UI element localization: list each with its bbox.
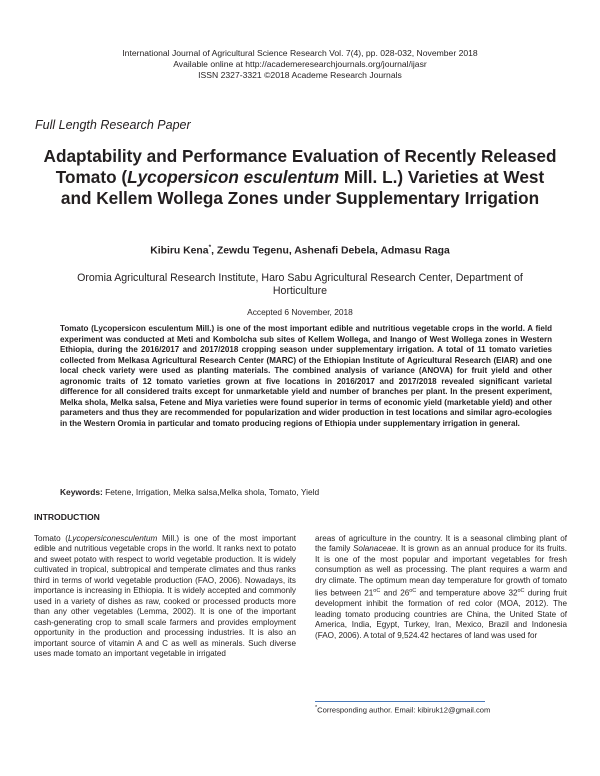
author-list <box>0 244 600 256</box>
journal-header <box>0 48 600 81</box>
intro-right-e: during fruit development inhibit the formation of red color (MOA, 2012). The leading tomato producing countries are China, the United State of America, India, Egypt, Turkey, Iran, Mexico, Brazil and Indonesia (FAO, 2006). A total of 9,524.42 hectares of land was used for <box>315 588 567 640</box>
accepted-date: Accepted 6 November, 2018 <box>247 307 353 317</box>
introduction-left-column <box>34 534 296 659</box>
affiliation: Oromia Agricultural Research Institute, Haro Sabu Agricultural Research Center, Department of Horticulture <box>77 272 523 297</box>
keywords-text: Fetene, Irrigation, Melka salsa,Melka shola, Tomato, Yield <box>102 487 320 497</box>
keywords <box>60 487 552 497</box>
footnote-text: Corresponding author. Email: kibiruk12@gmail.com <box>317 705 491 715</box>
corresponding-author-footnote <box>315 705 490 715</box>
journal-issn: ISSN 2327-3321 ©2018 Academe Research Journals <box>198 70 402 80</box>
intro-left-species: Lycopersiconesculentum <box>68 534 158 543</box>
co-authors: , Zewdu Tegenu, Ashenafi Debela, Admasu Raga <box>211 245 450 257</box>
footnote-divider <box>315 701 485 702</box>
corresponding-mark: * <box>208 244 212 251</box>
footnote-mark: * <box>315 705 318 711</box>
degree-sup-3: oC <box>517 588 525 595</box>
intro-right-family: Solanaceae <box>353 544 396 554</box>
degree-sup-1: oC <box>373 588 381 595</box>
title-species: Lycopersicon esculentum <box>127 167 340 187</box>
degree-sup-2: oC <box>409 588 417 595</box>
title-part-1: Adaptability and Performance Evaluation of Recently Released Tomato ( <box>43 146 557 187</box>
intro-right-a: areas of agriculture in the country. It is a seasonal climbing plant of the family <box>315 534 567 554</box>
journal-url: Available online at http://academeresearchjournals.org/journal/ijasr <box>173 59 427 69</box>
journal-citation: International Journal of Agricultural Science Research Vol. 7(4), pp. 028-032, November 2018 <box>122 48 478 58</box>
paper-type: Full Length Research Paper <box>35 118 191 132</box>
intro-left-a: Tomato ( <box>34 534 69 543</box>
intro-right-c: and 26 <box>380 588 410 598</box>
intro-right-d: and temperature above 32 <box>416 588 518 598</box>
keywords-label: Keywords: <box>60 487 103 497</box>
introduction-right-column <box>315 534 567 641</box>
paper-title <box>40 146 560 209</box>
abstract: Tomato (Lycopersicon esculentum Mill.) is one of the most important edible and nutritious vegetable crops in the world. A field experiment was conducted at Meti and Kombolcha sub sites of Kellem Wollega, and Inango of West Wollega zones in Western Ethiopia, during the 2016/2017 and 2017/2018 cropping season under supplementary irrigation. A total of 11 tomato varieties collected from Melkasa Agricultural Research Center (MARC) of the Ethiopian Institute of Agricultural Research (EIAR) and one local check variety were used as planting materials. The combined analysis of variance (ANOVA) for fruit yield and other agronomic traits of 12 tomato varieties grown at five locations in 2016/2017 and 2017/2018 revealed significant varietal difference for all considered traits except for unmarketable yield and number of branches per plant. In the present experiment, Melka shola, Melka salsa, Fetene and Miya varieties were found superior in terms of economic yield (marketable yield) and other parameters and thus they are recommended for popularization and wider production in test locations and similar agro-ecologies in the Western Oromia in particular and tomato producing regions of Ethiopia under supplementary irrigation in general. <box>60 324 552 428</box>
lead-author: Kibiru Kena <box>150 245 209 257</box>
intro-left-b: Mill.) is one of the most important edible and nutritious vegetable crops in the world. It ranks next to potato and sweet potato with respect to world vegetable production. It is widely cultivated in tropical, subtropical and temperate climates and thus ranks third in terms of world vegetable production (FAO, 2006). Nowadays, its importance is increasing in Ethiopia. It is widely accepted and commonly used in a variety of dishes as raw, cooked or processed products more than any other vegetables (Lemma, 2002). It is one of the important cash-generating crop to small scale farmers and provides employment opportunity in the production and processing industries. It is also an important source of vitamin A and C as well as minerals. Such diverse uses made tomato an important vegetable in irrigated <box>34 534 297 658</box>
intro-right-b: . It is grown as an annual produce for its fruits. It is one of the most popular and important vegetables for fresh consumption as well as processing. The plant requires a warm and dry climate. The optimum mean day temperature for growth of tomato lies between 21 <box>315 544 568 598</box>
introduction-heading: INTRODUCTION <box>34 512 100 522</box>
title-part-2: Mill. L.) Varieties at West and Kellem Wollega Zones under Supplementary Irrigation <box>60 167 545 208</box>
